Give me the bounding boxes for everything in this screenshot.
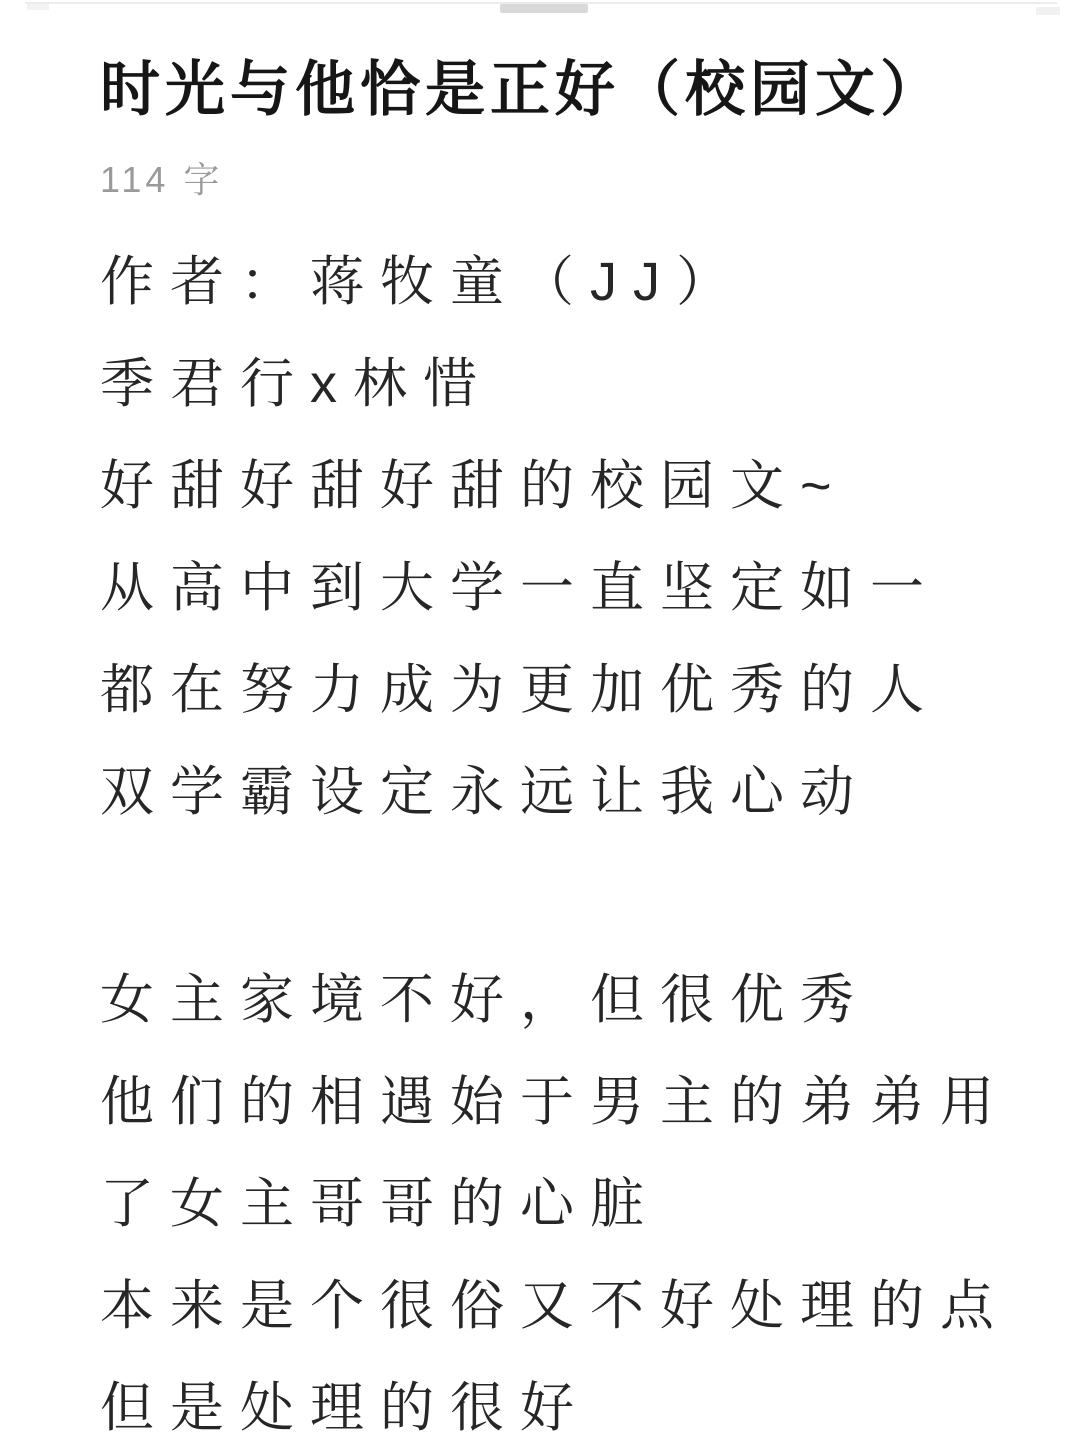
text-line: 了女主哥哥的心脏 (100, 1173, 660, 1234)
paragraph-gap (100, 838, 1040, 926)
text-line: 但是处理的很好 (100, 1377, 590, 1438)
text-line: 从高中到大学一直坚定如一 (100, 557, 940, 618)
review-block (100, 944, 1040, 1439)
page-title: 时光与他恰是正好（校园文） (100, 56, 945, 123)
text-line: 好甜好甜好甜的校园文~ (100, 455, 848, 516)
text-line: 双学霸设定永远让我心动 (100, 761, 870, 822)
text-line: 女主家境不好，但很优秀 (100, 969, 870, 1030)
text-line: 本来是个很俗又不好处理的点 (100, 1275, 1010, 1336)
text-line: 作者：蒋牧童（JJ） (100, 251, 746, 312)
text-line: 都在努力成为更加优秀的人 (100, 659, 940, 720)
top-left-remnant (27, 4, 49, 10)
word-count-label: 114 字 (100, 159, 224, 200)
intro-block (100, 226, 1040, 838)
text-line: 季君行x林惜 (100, 353, 493, 414)
text-line: 他们的相遇始于男主的弟弟用 (100, 1071, 1010, 1132)
document-body (100, 0, 1040, 1439)
